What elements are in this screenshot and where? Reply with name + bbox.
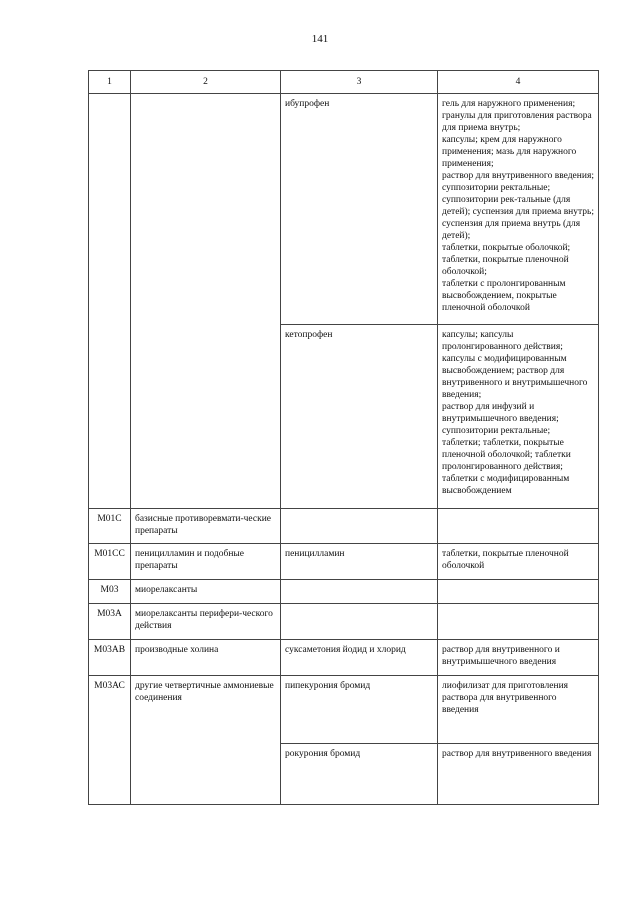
drug-name: кетопрофен	[285, 330, 333, 340]
page-number: 141	[311, 33, 329, 45]
atc-code: М01СС	[89, 544, 131, 580]
table-row-m03ac	[89, 676, 599, 744]
column-header-1: 1	[89, 71, 131, 94]
atc-code: М01С	[89, 509, 131, 544]
drug-name: суксаметония йодид и хлорид	[281, 640, 438, 676]
drug-name-cell	[281, 325, 438, 509]
drug-name: рокурония бромид	[281, 744, 438, 805]
drug-name-cell	[281, 604, 438, 640]
drug-name: пеницилламин	[281, 544, 438, 580]
atc-code: М03А	[89, 604, 131, 640]
dosage-forms-cell	[438, 325, 599, 509]
drug-name-cell	[281, 509, 438, 544]
drug-name: ибупрофен	[285, 99, 330, 109]
dosage-forms-cell	[438, 509, 599, 544]
column-header-2: 2	[131, 71, 281, 94]
dosage-forms-cell	[438, 580, 599, 604]
table-row-m03	[89, 580, 599, 604]
table-row-m01c	[89, 509, 599, 544]
table-header-row	[89, 71, 599, 94]
dosage-forms: капсулы; капсулы пролонгированного действия; капсулы с модифицированным высвобождением; раствор для внутривенного и внутримышечного введения; раствор для инфузий и внутримышечного введения; суппозитории ректальные; таблетки; таблетки, покрытые пленочной оболочкой; таблетки пролонгированного действия; таблетки с модифицированным высвобождением	[442, 330, 588, 496]
group-name: миорелаксанты	[131, 580, 281, 604]
dosage-forms-cell	[438, 94, 599, 325]
drug-name-cell	[281, 94, 438, 325]
group-name: другие четвертичные аммониевые соединения	[131, 676, 281, 805]
table-row-m03a	[89, 604, 599, 640]
group-name: миорелаксанты перифери-ческого действия	[131, 604, 281, 640]
column-header-4: 4	[438, 71, 599, 94]
atc-code: М03АВ	[89, 640, 131, 676]
group-name: пеницилламин и подобные препараты	[131, 544, 281, 580]
drug-name: пипекурония бромид	[281, 676, 438, 744]
group-name: производные холина	[131, 640, 281, 676]
atc-code: М03	[89, 580, 131, 604]
drug-table	[88, 70, 599, 805]
dosage-forms: таблетки, покрытые пленочной оболочкой	[438, 544, 599, 580]
group-cell	[131, 94, 281, 509]
table-row-m01cc	[89, 544, 599, 580]
column-header-3: 3	[281, 71, 438, 94]
dosage-forms: лиофилизат для приготовления раствора для внутривенного введения	[438, 676, 599, 744]
code-cell	[89, 94, 131, 509]
drug-name-cell	[281, 580, 438, 604]
group-name: базисные противоревмати-ческие препараты	[131, 509, 281, 544]
table-row-ibuprofen	[89, 94, 599, 325]
atc-code: М03АС	[89, 676, 131, 805]
dosage-forms: раствор для внутривенного и внутримышечного введения	[438, 640, 599, 676]
dosage-forms: раствор для внутривенного введения	[438, 744, 599, 805]
dosage-forms-cell	[438, 604, 599, 640]
table-row-m03ab	[89, 640, 599, 676]
dosage-forms: гель для наружного применения; гранулы для приготовления раствора для приема внутрь; капсулы; крем для наружного применения; мазь для наружного применения; раствор для внутривенного введения; суппозитории ректальные; суппозитории рек-тальные (для детей); суспензия для приема внутрь; суспензия для приема внутрь (для детей); таблетки, покрытые оболочкой; таблетки, покрытые пленочной оболочкой; таблетки с пролонгированным высвобождением, покрытые пленочной оболочкой	[442, 99, 595, 313]
